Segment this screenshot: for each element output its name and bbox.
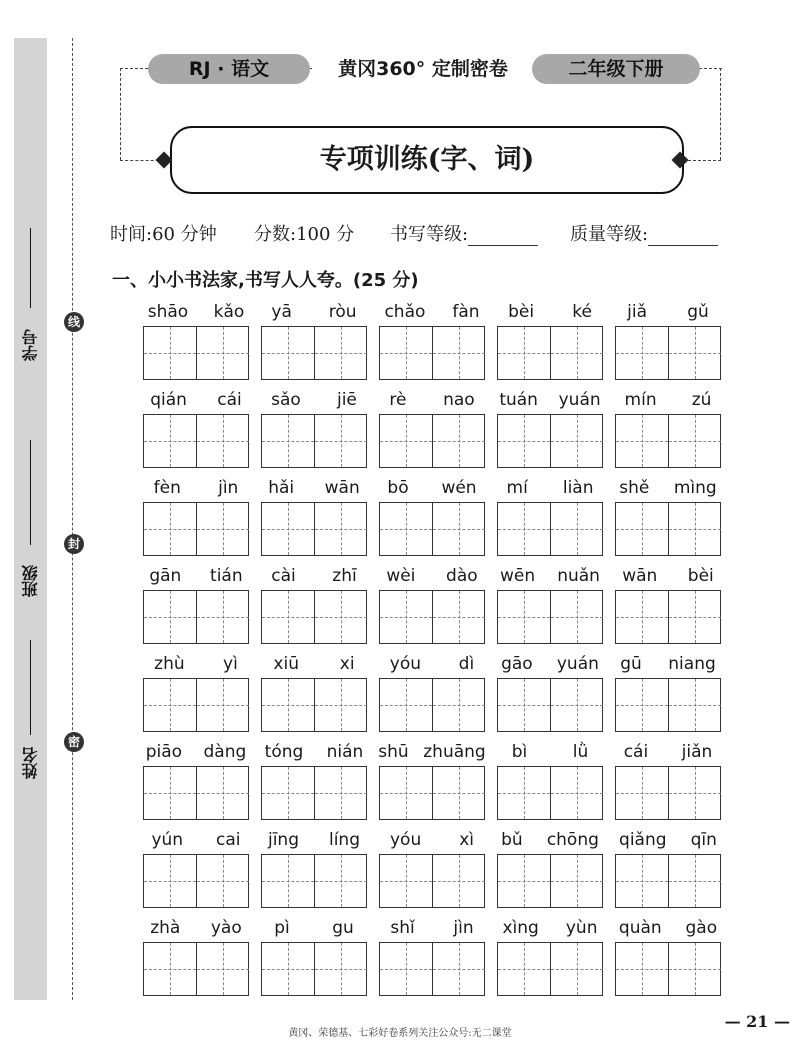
- pinyin-syllable: wān: [324, 478, 360, 498]
- pinyin-syllable: ké: [572, 302, 592, 322]
- pinyin-syllable: dàng: [203, 742, 247, 762]
- pinyin-label: [371, 830, 493, 850]
- pinyin-syllable: wēn: [500, 566, 536, 586]
- pinyin-syllable: bō: [387, 478, 409, 498]
- tianzi-cells: [261, 326, 367, 380]
- pinyin-syllable: xi: [339, 654, 355, 674]
- writing-cell[interactable]: [144, 767, 196, 819]
- pinyin-syllable: xìng: [502, 918, 539, 938]
- writing-cell[interactable]: [144, 943, 196, 995]
- writing-cell[interactable]: [314, 503, 366, 555]
- pinyin-label: [135, 566, 257, 586]
- tianzi-cells: [261, 854, 367, 908]
- writing-cell[interactable]: [498, 943, 550, 995]
- tianzi-cells: [143, 678, 249, 732]
- tianzi-cells: [615, 766, 721, 820]
- pinyin-syllable: chǎo: [384, 302, 426, 322]
- time-info: 时间:60 分钟: [110, 224, 217, 245]
- tianzi-cells: [497, 414, 603, 468]
- writing-cell[interactable]: [668, 767, 720, 819]
- writing-cell[interactable]: [196, 503, 248, 555]
- student-id-label: 学号: [21, 329, 40, 361]
- tianzi-cells: [497, 326, 603, 380]
- pinyin-syllable: mí: [506, 478, 528, 498]
- pinyin-syllable: jìn: [218, 478, 239, 498]
- writing-cell[interactable]: [616, 415, 668, 467]
- pinyin-syllable: yā: [271, 302, 292, 322]
- seal-secret-badge: 密: [64, 732, 84, 752]
- writing-cell[interactable]: [550, 767, 602, 819]
- pinyin-label: [489, 918, 611, 938]
- pinyin-label: [135, 918, 257, 938]
- tianzi-cells: [261, 414, 367, 468]
- writing-grade-blank[interactable]: [468, 227, 538, 246]
- pinyin-label: [253, 478, 375, 498]
- pinyin-syllable: wén: [441, 478, 477, 498]
- pinyin-label: [253, 390, 375, 410]
- pinyin-label: [371, 918, 493, 938]
- pinyin-syllable: tuán: [499, 390, 538, 410]
- writing-cell[interactable]: [498, 503, 550, 555]
- pinyin-label: [135, 390, 257, 410]
- pinyin-label: [253, 830, 375, 850]
- pinyin-syllable: yóu: [389, 830, 422, 850]
- writing-cell[interactable]: [262, 591, 314, 643]
- tianzi-cells: [261, 766, 367, 820]
- pinyin-syllable: yì: [223, 654, 238, 674]
- tianzi-cells: [143, 414, 249, 468]
- writing-cell[interactable]: [550, 679, 602, 731]
- pinyin-label: [371, 566, 493, 586]
- writing-cell[interactable]: [668, 503, 720, 555]
- pinyin-syllable: bèi: [508, 302, 535, 322]
- pinyin-syllable: yóu: [389, 654, 422, 674]
- writing-cell[interactable]: [498, 855, 550, 907]
- writing-cell[interactable]: [196, 327, 248, 379]
- pinyin-label: [607, 302, 729, 322]
- seal-line-badge: 线: [64, 312, 84, 332]
- writing-cell[interactable]: [144, 679, 196, 731]
- writing-cell[interactable]: [262, 767, 314, 819]
- pinyin-syllable: jiē: [336, 390, 357, 410]
- writing-cell[interactable]: [196, 767, 248, 819]
- pinyin-syllable: yùn: [565, 918, 598, 938]
- pinyin-label: [489, 478, 611, 498]
- writing-cell[interactable]: [668, 679, 720, 731]
- tianzi-cells: [615, 854, 721, 908]
- pinyin-syllable: niang: [668, 654, 716, 674]
- pinyin-label: [489, 390, 611, 410]
- writing-cell[interactable]: [550, 855, 602, 907]
- writing-cell[interactable]: [668, 591, 720, 643]
- brand-title: 黄冈360° 定制密卷: [312, 54, 534, 84]
- pinyin-label: [135, 654, 257, 674]
- tianzi-cells: [261, 502, 367, 556]
- writing-cell[interactable]: [498, 327, 550, 379]
- tianzi-cells: [379, 678, 485, 732]
- pinyin-syllable: tián: [210, 566, 243, 586]
- writing-cell[interactable]: [380, 415, 432, 467]
- pinyin-syllable: fàn: [452, 302, 480, 322]
- pinyin-label: [371, 742, 493, 762]
- pinyin-syllable: mín: [624, 390, 657, 410]
- tianzi-cells: [379, 942, 485, 996]
- score-info: 分数:100 分: [254, 224, 355, 245]
- pinyin-label: [135, 478, 257, 498]
- pinyin-syllable: rè: [389, 390, 407, 410]
- writing-cell[interactable]: [432, 767, 484, 819]
- pinyin-syllable: nao: [443, 390, 475, 410]
- pinyin-syllable: fèn: [153, 478, 181, 498]
- tianzi-cells: [261, 942, 367, 996]
- pinyin-syllable: bǔ: [501, 830, 523, 850]
- class-label: 班级: [21, 565, 40, 597]
- pinyin-label: [253, 654, 375, 674]
- student-id-line: [30, 228, 31, 308]
- pinyin-syllable: hǎi: [268, 478, 295, 498]
- tianzi-cells: [379, 326, 485, 380]
- writing-cell[interactable]: [262, 415, 314, 467]
- pinyin-syllable: shāo: [147, 302, 189, 322]
- writing-cell[interactable]: [314, 943, 366, 995]
- tianzi-cells: [379, 414, 485, 468]
- pinyin-syllable: cài: [271, 566, 296, 586]
- pinyin-label: [371, 390, 493, 410]
- writing-cell[interactable]: [196, 855, 248, 907]
- tianzi-cells: [615, 678, 721, 732]
- writing-cell[interactable]: [498, 591, 550, 643]
- pinyin-syllable: xiū: [273, 654, 299, 674]
- pinyin-syllable: dì: [458, 654, 475, 674]
- quality-grade-blank[interactable]: [648, 227, 718, 246]
- pinyin-label: [371, 302, 493, 322]
- tianzi-cells: [143, 766, 249, 820]
- writing-grade-label: 书写等级:: [390, 220, 538, 246]
- pinyin-label: [371, 654, 493, 674]
- pinyin-syllable: zhù: [154, 654, 185, 674]
- pinyin-syllable: yào: [210, 918, 242, 938]
- writing-cell[interactable]: [314, 679, 366, 731]
- tianzi-cells: [143, 502, 249, 556]
- writing-cell[interactable]: [432, 591, 484, 643]
- writing-cell[interactable]: [432, 855, 484, 907]
- writing-cell[interactable]: [314, 855, 366, 907]
- writing-cell[interactable]: [498, 767, 550, 819]
- writing-cell[interactable]: [550, 943, 602, 995]
- writing-cell[interactable]: [668, 855, 720, 907]
- footer-note: 黄冈、荣德基、七彩好卷系列关注公众号:无二课堂: [288, 1028, 512, 1039]
- grid-row: [143, 564, 723, 652]
- pinyin-syllable: shě: [619, 478, 650, 498]
- pinyin-syllable: bì: [511, 742, 528, 762]
- grid-row: [143, 828, 723, 916]
- pinyin-syllable: gǔ: [687, 302, 709, 322]
- writing-cell[interactable]: [616, 855, 668, 907]
- tianzi-cells: [379, 590, 485, 644]
- writing-cell[interactable]: [616, 767, 668, 819]
- seal-seal-badge: 封: [64, 534, 84, 554]
- grid-row: [143, 652, 723, 740]
- writing-cell[interactable]: [380, 591, 432, 643]
- pinyin-syllable: zhuāng: [423, 742, 486, 762]
- tianzi-cells: [497, 502, 603, 556]
- pinyin-syllable: bèi: [687, 566, 714, 586]
- pinyin-label: [489, 654, 611, 674]
- tianzi-cells: [497, 678, 603, 732]
- writing-cell[interactable]: [314, 327, 366, 379]
- writing-cell[interactable]: [380, 503, 432, 555]
- writing-grid: [143, 300, 723, 1004]
- pinyin-syllable: wèi: [386, 566, 416, 586]
- pinyin-syllable: quàn: [618, 918, 662, 938]
- section-1-title: 一、小小书法家,书写人人夸。(25 分): [112, 270, 419, 291]
- pinyin-syllable: shǐ: [390, 918, 415, 938]
- tianzi-cells: [497, 942, 603, 996]
- grade-pill: 二年级下册: [532, 54, 700, 84]
- pinyin-syllable: qīn: [690, 830, 717, 850]
- pinyin-syllable: wān: [622, 566, 658, 586]
- writing-cell[interactable]: [616, 591, 668, 643]
- writing-cell[interactable]: [314, 591, 366, 643]
- pinyin-label: [607, 830, 729, 850]
- class-line: [30, 440, 31, 545]
- writing-cell[interactable]: [144, 415, 196, 467]
- cut-dotted-line: [72, 38, 73, 1000]
- writing-cell[interactable]: [550, 591, 602, 643]
- tianzi-cells: [143, 590, 249, 644]
- writing-cell[interactable]: [432, 327, 484, 379]
- tianzi-cells: [497, 590, 603, 644]
- pinyin-syllable: nuǎn: [557, 566, 600, 586]
- pinyin-syllable: sǎo: [271, 390, 301, 410]
- writing-cell[interactable]: [616, 327, 668, 379]
- pinyin-label: [135, 830, 257, 850]
- page-number: — 21 —: [724, 1012, 790, 1031]
- writing-cell[interactable]: [380, 679, 432, 731]
- subject-pill: RJ · 语文: [148, 54, 310, 84]
- tianzi-cells: [143, 854, 249, 908]
- pinyin-syllable: gū: [620, 654, 642, 674]
- writing-cell[interactable]: [380, 943, 432, 995]
- pinyin-syllable: gān: [149, 566, 182, 586]
- grid-row: [143, 388, 723, 476]
- writing-cell[interactable]: [196, 943, 248, 995]
- tianzi-cells: [143, 326, 249, 380]
- writing-cell[interactable]: [616, 943, 668, 995]
- pinyin-syllable: piāo: [145, 742, 183, 762]
- grid-row: [143, 476, 723, 564]
- pinyin-syllable: gào: [685, 918, 718, 938]
- pinyin-syllable: zhī: [332, 566, 357, 586]
- writing-cell[interactable]: [550, 415, 602, 467]
- pinyin-syllable: jīng: [267, 830, 299, 850]
- pinyin-label: [607, 390, 729, 410]
- writing-cell[interactable]: [498, 415, 550, 467]
- pinyin-label: [253, 742, 375, 762]
- header-frame-left: [120, 68, 121, 160]
- pinyin-syllable: kǎo: [213, 302, 245, 322]
- quality-grade-label: 质量等级:: [570, 220, 718, 246]
- writing-cell[interactable]: [314, 767, 366, 819]
- writing-cell[interactable]: [380, 855, 432, 907]
- writing-cell[interactable]: [550, 327, 602, 379]
- pinyin-label: [135, 302, 257, 322]
- writing-cell[interactable]: [432, 679, 484, 731]
- pinyin-syllable: qiǎng: [619, 830, 667, 850]
- pinyin-syllable: yuán: [558, 390, 601, 410]
- pinyin-label: [489, 742, 611, 762]
- pinyin-syllable: jìn: [453, 918, 474, 938]
- pinyin-syllable: pì: [274, 918, 290, 938]
- pinyin-syllable: yuán: [556, 654, 599, 674]
- writing-cell[interactable]: [262, 855, 314, 907]
- pinyin-label: [253, 302, 375, 322]
- writing-cell[interactable]: [262, 503, 314, 555]
- writing-cell[interactable]: [196, 679, 248, 731]
- tianzi-cells: [379, 766, 485, 820]
- writing-cell[interactable]: [262, 943, 314, 995]
- tianzi-cells: [497, 766, 603, 820]
- writing-cell[interactable]: [498, 679, 550, 731]
- writing-cell[interactable]: [550, 503, 602, 555]
- writing-cell[interactable]: [262, 679, 314, 731]
- writing-cell[interactable]: [432, 943, 484, 995]
- pinyin-syllable: gu: [332, 918, 354, 938]
- pinyin-label: [607, 478, 729, 498]
- writing-cell[interactable]: [314, 415, 366, 467]
- tianzi-cells: [497, 854, 603, 908]
- writing-cell[interactable]: [668, 943, 720, 995]
- writing-cell[interactable]: [144, 503, 196, 555]
- tianzi-cells: [143, 942, 249, 996]
- writing-cell[interactable]: [144, 855, 196, 907]
- pinyin-syllable: tóng: [264, 742, 304, 762]
- pinyin-syllable: gāo: [501, 654, 533, 674]
- pinyin-syllable: cái: [217, 390, 242, 410]
- tianzi-cells: [379, 502, 485, 556]
- tianzi-cells: [615, 326, 721, 380]
- pinyin-syllable: xì: [459, 830, 474, 850]
- writing-cell[interactable]: [432, 503, 484, 555]
- tianzi-cells: [379, 854, 485, 908]
- pinyin-label: [489, 830, 611, 850]
- tianzi-cells: [261, 678, 367, 732]
- pinyin-syllable: jiǎn: [681, 742, 713, 762]
- tianzi-cells: [615, 502, 721, 556]
- pinyin-label: [253, 566, 375, 586]
- pinyin-syllable: cái: [623, 742, 649, 762]
- tianzi-cells: [261, 590, 367, 644]
- pinyin-label: [489, 302, 611, 322]
- writing-cell[interactable]: [196, 415, 248, 467]
- pinyin-label: [135, 742, 257, 762]
- writing-cell[interactable]: [380, 767, 432, 819]
- pinyin-syllable: zú: [691, 390, 712, 410]
- pinyin-syllable: yún: [151, 830, 184, 850]
- page-title: 专项训练(字、词): [170, 126, 684, 194]
- writing-cell[interactable]: [432, 415, 484, 467]
- writing-cell[interactable]: [380, 327, 432, 379]
- writing-cell[interactable]: [616, 503, 668, 555]
- pinyin-syllable: dào: [446, 566, 478, 586]
- pinyin-label: [607, 742, 729, 762]
- header-frame-right: [720, 68, 721, 160]
- pinyin-syllable: nián: [326, 742, 364, 762]
- writing-cell[interactable]: [196, 591, 248, 643]
- pinyin-syllable: liàn: [562, 478, 594, 498]
- pinyin-syllable: cai: [216, 830, 241, 850]
- pinyin-label: [607, 918, 729, 938]
- tianzi-cells: [615, 942, 721, 996]
- pinyin-syllable: ròu: [328, 302, 357, 322]
- pinyin-syllable: zhà: [150, 918, 181, 938]
- pinyin-syllable: chōng: [546, 830, 599, 850]
- pinyin-label: [607, 654, 729, 674]
- pinyin-syllable: shū: [378, 742, 409, 762]
- pinyin-label: [489, 566, 611, 586]
- pinyin-syllable: lǜ: [572, 742, 589, 762]
- pinyin-label: [253, 918, 375, 938]
- grid-row: [143, 300, 723, 388]
- pinyin-label: [371, 478, 493, 498]
- writing-cell[interactable]: [668, 415, 720, 467]
- name-line: [30, 640, 31, 735]
- writing-cell[interactable]: [144, 591, 196, 643]
- pinyin-syllable: jiǎ: [627, 302, 647, 322]
- pinyin-syllable: mìng: [673, 478, 717, 498]
- tianzi-cells: [615, 590, 721, 644]
- writing-cell[interactable]: [144, 327, 196, 379]
- pinyin-syllable: líng: [328, 830, 360, 850]
- writing-cell[interactable]: [262, 327, 314, 379]
- grid-row: [143, 740, 723, 828]
- pinyin-label: [607, 566, 729, 586]
- grid-row: [143, 916, 723, 1004]
- tianzi-cells: [615, 414, 721, 468]
- writing-cell[interactable]: [668, 327, 720, 379]
- name-label: 姓名: [21, 747, 40, 779]
- pinyin-syllable: qián: [150, 390, 187, 410]
- writing-cell[interactable]: [616, 679, 668, 731]
